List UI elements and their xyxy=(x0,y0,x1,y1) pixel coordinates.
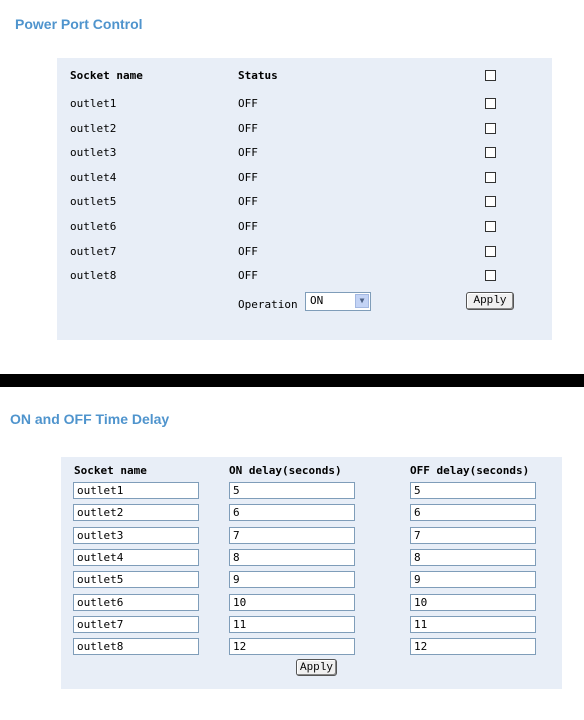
outlet-checkbox[interactable] xyxy=(485,221,496,232)
select-all-checkbox[interactable] xyxy=(485,70,496,81)
socket-name-input[interactable]: outlet5 xyxy=(73,571,199,588)
off-delay-input[interactable]: 6 xyxy=(410,504,536,521)
on-delay-input[interactable]: 9 xyxy=(229,571,355,588)
outlet-checkbox[interactable] xyxy=(485,147,496,158)
outlet-name: outlet3 xyxy=(70,146,117,160)
outlet-status: OFF xyxy=(238,269,258,283)
socket-name-input[interactable]: outlet8 xyxy=(73,638,199,655)
outlet-name: outlet6 xyxy=(70,220,117,233)
outlet-status: OFF xyxy=(238,170,258,184)
outlet-checkbox[interactable] xyxy=(485,196,496,207)
section-divider xyxy=(0,374,584,387)
outlet-status: OFF xyxy=(238,244,258,258)
outlet-status: OFF xyxy=(238,146,258,160)
outlet-status: OFF xyxy=(238,220,258,233)
outlet-checkbox[interactable] xyxy=(485,98,496,109)
time-delay-panel xyxy=(61,457,562,689)
on-delay-input[interactable]: 8 xyxy=(229,549,355,566)
off-delay-input[interactable]: 5 xyxy=(410,482,536,499)
on-delay-input[interactable]: 5 xyxy=(229,482,355,499)
time-delay-title: ON and OFF Time Delay xyxy=(10,411,170,427)
outlet-checkbox[interactable] xyxy=(485,270,496,281)
outlet-name: outlet8 xyxy=(70,269,117,283)
off-delay-input[interactable]: 7 xyxy=(410,527,536,544)
on-delay-input[interactable]: 7 xyxy=(229,527,355,544)
power-port-title: Power Port Control xyxy=(15,16,143,32)
outlet-status: OFF xyxy=(238,97,258,110)
off-delay-input[interactable]: 9 xyxy=(410,571,536,588)
socket-name-input[interactable]: outlet7 xyxy=(73,616,199,633)
on-delay-input[interactable]: 10 xyxy=(229,594,355,611)
status-header: Status xyxy=(238,69,278,82)
on-delay-input[interactable]: 11 xyxy=(229,616,355,633)
on-delay-input[interactable]: 12 xyxy=(229,638,355,655)
socket-name-input[interactable]: outlet1 xyxy=(73,482,199,499)
outlet-name: outlet1 xyxy=(70,97,117,110)
off-delay-input[interactable]: 12 xyxy=(410,638,536,655)
outlet-checkbox[interactable] xyxy=(485,246,496,257)
outlet-status: OFF xyxy=(238,121,258,135)
off-delay-header: OFF delay(seconds) xyxy=(410,464,530,477)
on-delay-header: ON delay(seconds) xyxy=(229,464,342,477)
operation-select[interactable] xyxy=(305,292,371,311)
off-delay-input[interactable]: 8 xyxy=(410,549,536,566)
on-delay-input[interactable]: 6 xyxy=(229,504,355,521)
power-port-panel xyxy=(57,58,552,340)
apply-delay-button[interactable]: Apply xyxy=(296,659,337,676)
delay-socket-name-header: Socket name xyxy=(74,464,147,477)
off-delay-input[interactable]: 11 xyxy=(410,616,536,633)
socket-name-input[interactable]: outlet2 xyxy=(73,504,199,521)
outlet-name: outlet2 xyxy=(70,121,117,135)
apply-operation-button[interactable]: Apply xyxy=(466,292,514,310)
chevron-down-icon[interactable]: ▼ xyxy=(355,294,369,308)
socket-name-input[interactable]: outlet3 xyxy=(73,527,199,544)
outlet-name: outlet4 xyxy=(70,170,117,184)
socket-name-input[interactable]: outlet4 xyxy=(73,549,199,566)
off-delay-input[interactable]: 10 xyxy=(410,594,536,611)
outlet-name: outlet7 xyxy=(70,244,117,258)
outlet-checkbox[interactable] xyxy=(485,172,496,183)
operation-label: Operation xyxy=(238,298,298,311)
outlet-name: outlet5 xyxy=(70,195,117,209)
operation-select-value: ON xyxy=(310,294,324,307)
socket-name-header: Socket name xyxy=(70,69,143,82)
socket-name-input[interactable]: outlet6 xyxy=(73,594,199,611)
outlet-status: OFF xyxy=(238,195,258,209)
outlet-checkbox[interactable] xyxy=(485,123,496,134)
